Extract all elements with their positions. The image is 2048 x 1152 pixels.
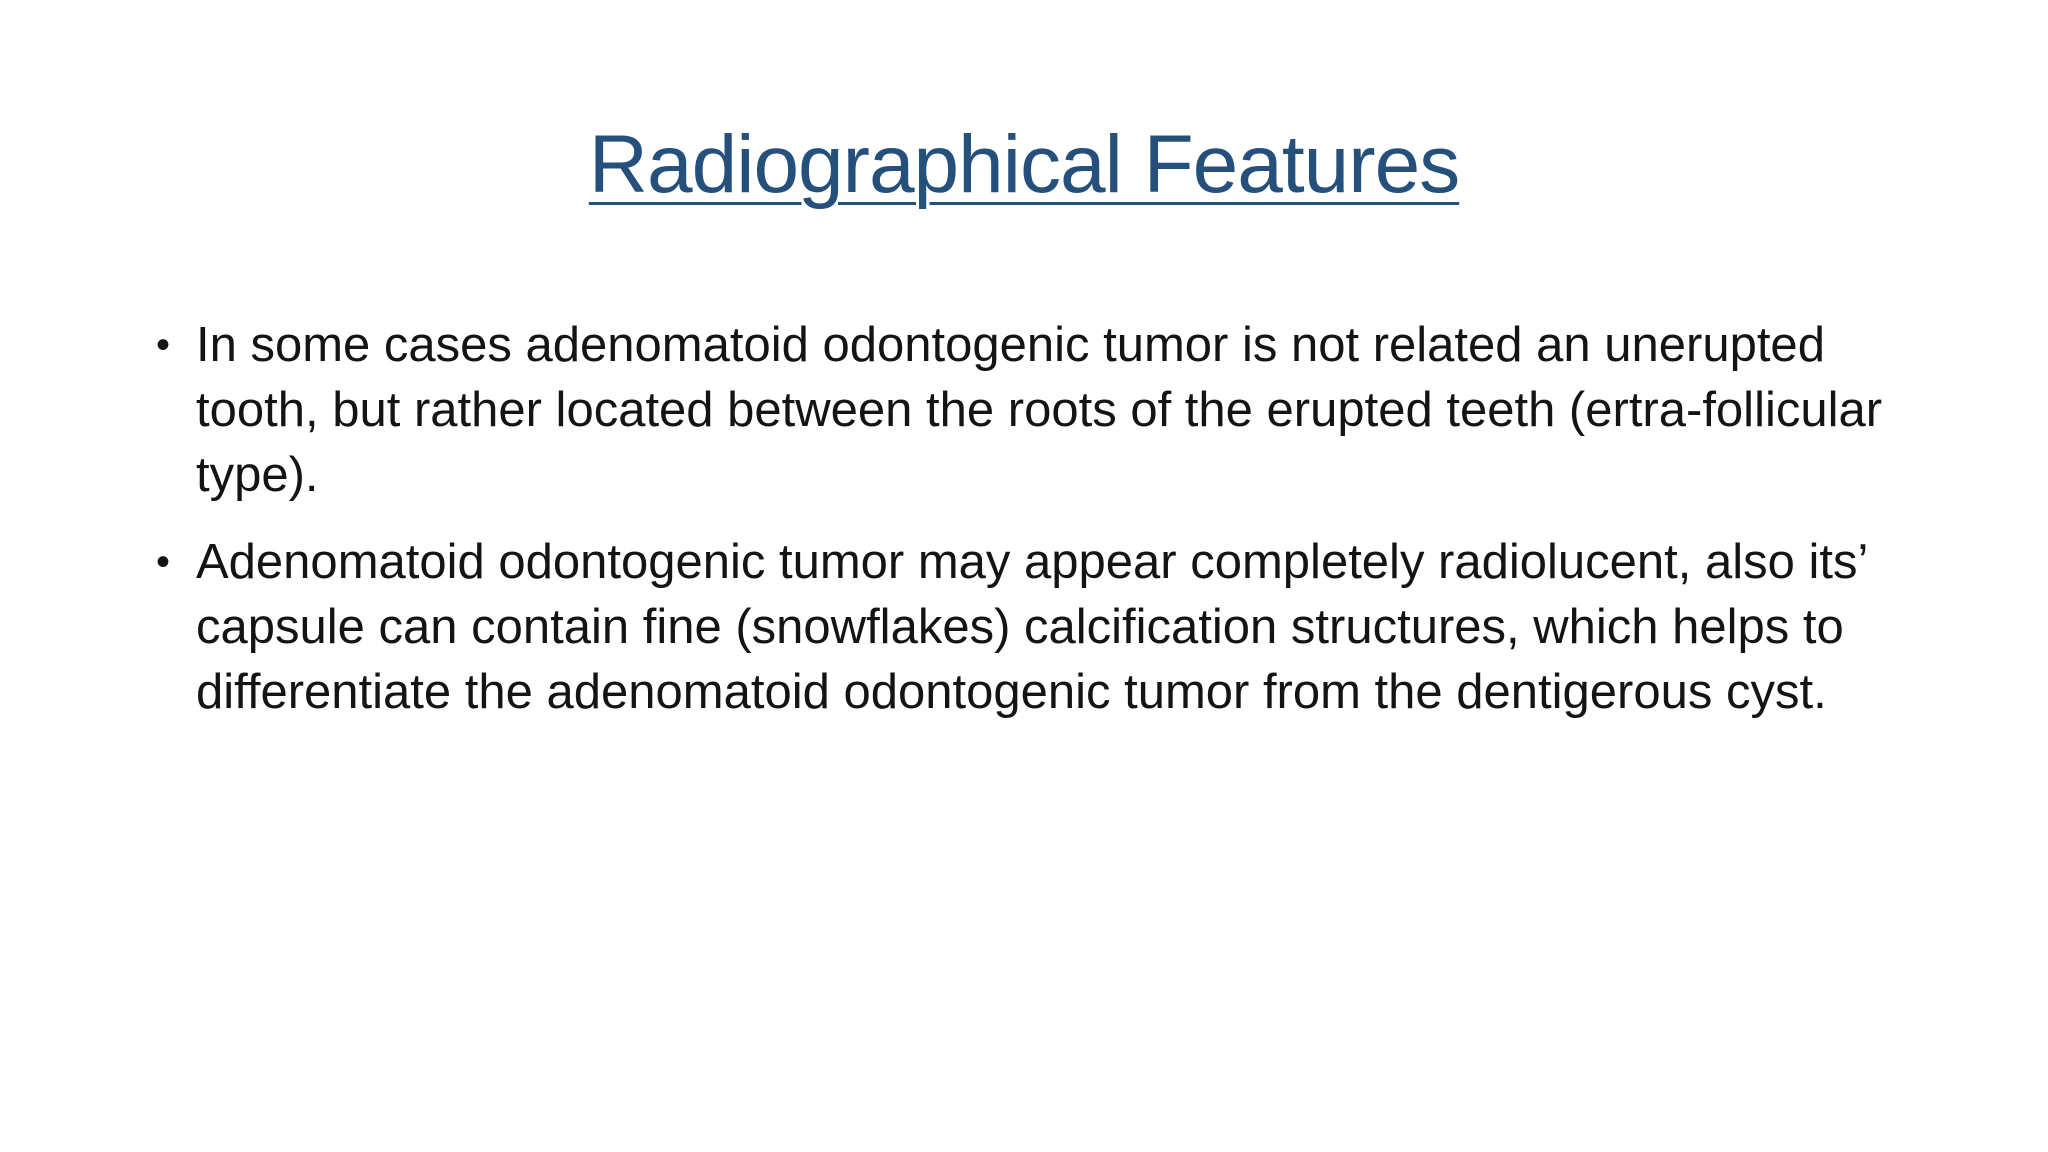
bullet-dot-icon: • [156,323,171,367]
bullet-list [150,313,1920,747]
bullet-dot-icon: • [156,540,171,584]
slide-title [0,115,2048,215]
bullet-text: Adenomatoid odontogenic tumor may appear completely radiolucent, also its’ capsule can contain fine (snowflakes) calcification structures, which helps to differentiate the adenomatoid odontogenic tumor from the dentigerous cyst. [196,535,1867,719]
bullet-item [150,313,1920,508]
bullet-item [150,530,1920,725]
slide-title-text: Radiographical Features [588,119,1460,210]
bullet-text: In some cases adenomatoid odontogenic tumor is not related an unerupted tooth, but rather located between the roots of the erupted teeth (ertra-follicular type). [196,318,1883,502]
